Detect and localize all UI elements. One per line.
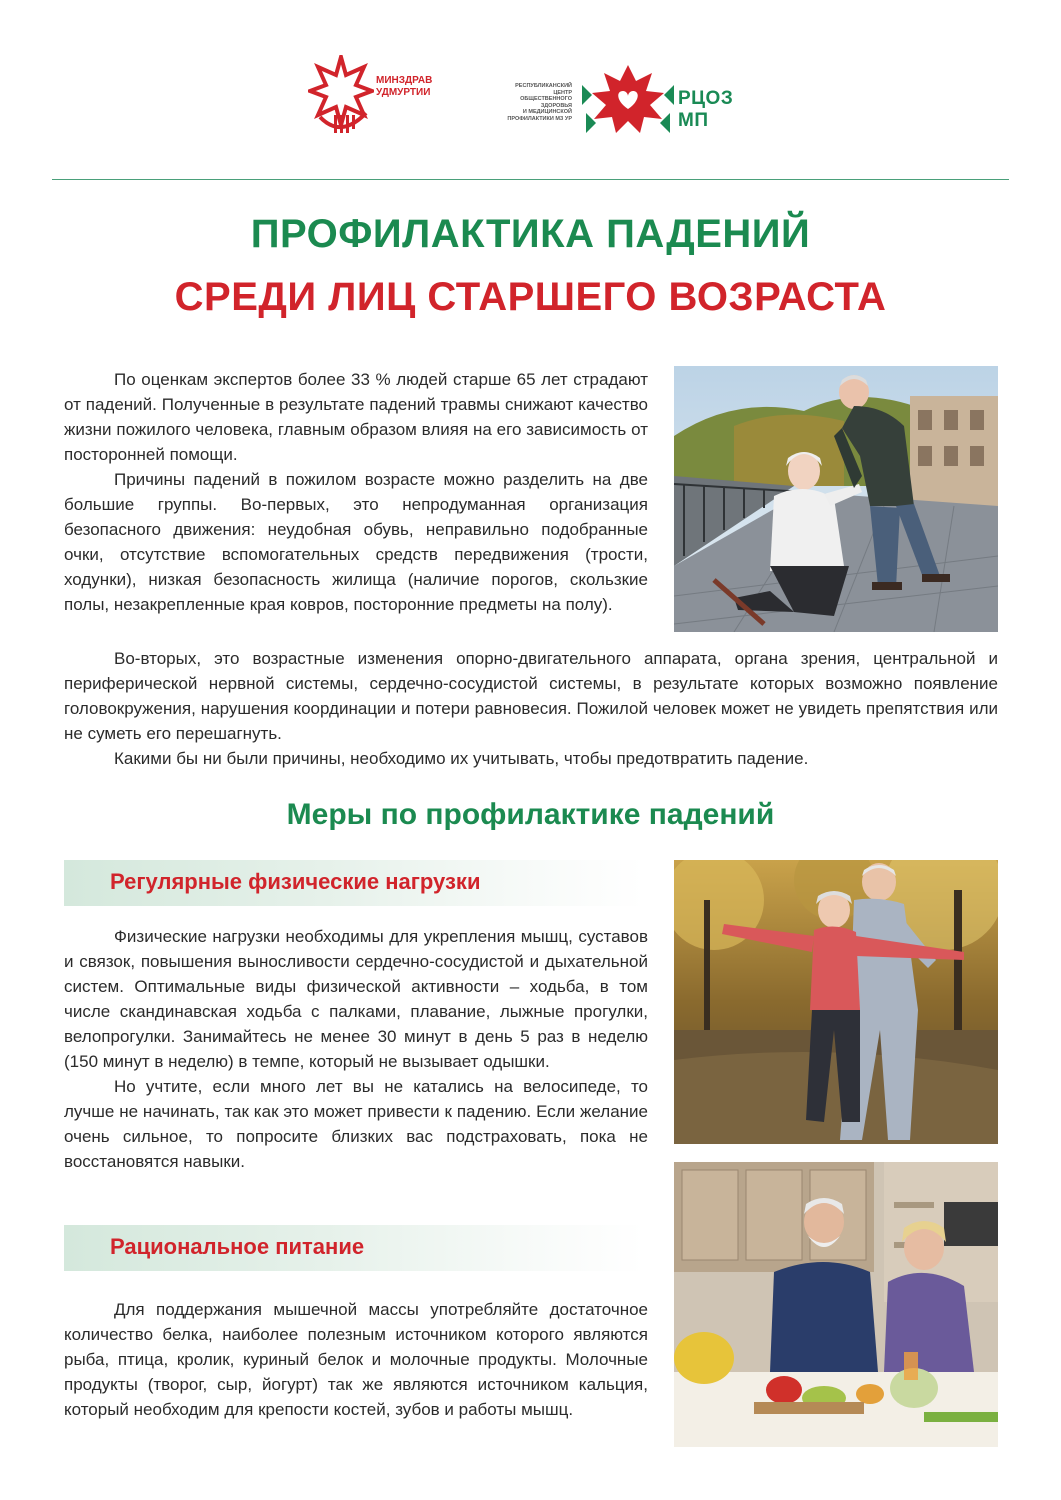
nutrition-band <box>64 1225 644 1271</box>
minzdrav-logo <box>308 55 448 143</box>
intro-paragraph-1: По оценкам экспертов более 33 % людей старше 65 лет страдают от падений. Полученные в результате падений травмы снижают качество жизни пожилого человека, главным образом влияя на его зависимость от посторонней помощи. <box>64 370 648 464</box>
photo-kitchen-couple <box>674 1162 998 1447</box>
logo-right-name: РЦОЗ МП <box>678 88 734 131</box>
intro-paragraph-3: Во-вторых, это возрастные изменения опорно-двигательного аппарата, органа зрения, центральной и периферической нервной системы, сердечно-сосудистой системы, в результате которых возможно появление головокружения, нарушения координации и потери равновесия. Пожилой человек может не увидеть препятствия или не суметь его перешагнуть. <box>64 649 998 743</box>
page-title-line2: СРЕДИ ЛИЦ СТАРШЕГО ВОЗРАСТА <box>174 275 887 319</box>
header-logos <box>0 55 1061 155</box>
measures-heading: Меры по профилактике падений <box>286 798 775 831</box>
photo-park-exercise <box>674 860 998 1144</box>
ornament-heart-icon <box>580 63 676 135</box>
nutrition-text <box>64 1297 648 1422</box>
intro-text-bottom <box>64 646 998 771</box>
intro-paragraph-2: Причины падений в пожилом возрасте можно разделить на две большие группы. Во-первых, это непродуманная организация безопасного движения: неудобная обувь, неправильно подобранные очки, отсутствие вспомогательных средств передвижения (трости, ходунки), низкая безопасность жилища (наличие порогов, скользкие полы, незакрепленные края ковров, посторонние предметы на полу). <box>64 470 648 614</box>
intro-text-top <box>64 367 648 617</box>
logo-left-line2: УДМУРТИИ <box>376 87 431 98</box>
physical-paragraph-1: Физические нагрузки необходимы для укрепления мышц, суставов и связок, повышения выносливости сердечно-сосудистой и дыхательной систем. Оптимальные виды физической активности – ходьба, в том числе скандинавская ходьба с палками, плавание, лыжные прогулки, велопрогулки. Занимайтесь не менее 30 минут в день 5 раз в неделю (150 минут в неделю) в темпе, который не вызывает одышки. <box>64 927 648 1071</box>
nutrition-title: Рациональное питание <box>110 1234 365 1259</box>
udmurt-star-bowl-icon <box>308 55 374 139</box>
nutrition-paragraph-1: Для поддержания мышечной массы употребляйте достаточное количество белка, наиболее полезным источником которого являются рыба, птица, кролик, куриный белок и молочные продукты. Молочные продукты (творог, сыр, йогурт) так же являются источником кальция, который необходим для крепости костей, зубов и работы мышц. <box>64 1300 648 1419</box>
logo-right-small-text: РЕСПУБЛИКАНСКИЙ ЦЕНТР ОБЩЕСТВЕННОГО ЗДОРОВЬЯ И МЕДИЦИНСКОЙ ПРОФИЛАКТИКИ МЗ УР <box>507 83 572 122</box>
physical-activity-title: Регулярные физические нагрузки <box>110 869 481 894</box>
header-divider <box>52 179 1009 180</box>
photo-fallen-woman <box>674 366 998 632</box>
logo-left-line1: МИНЗДРАВ <box>376 75 433 86</box>
page-title-line1: ПРОФИЛАКТИКА ПАДЕНИЙ <box>250 212 811 256</box>
physical-activity-text <box>64 924 648 1174</box>
intro-paragraph-4: Какими бы ни были причины, необходимо их учитывать, чтобы предотвратить падение. <box>114 749 809 768</box>
rcoz-logo <box>500 63 760 135</box>
physical-activity-band <box>64 860 644 906</box>
physical-paragraph-2: Но учтите, если много лет вы не катались на велосипеде, то лучше не начинать, так как это может привести к падению. Если желание очень сильное, то попросите близких вас подстраховать, пока не восстановятся навыки. <box>64 1077 648 1171</box>
